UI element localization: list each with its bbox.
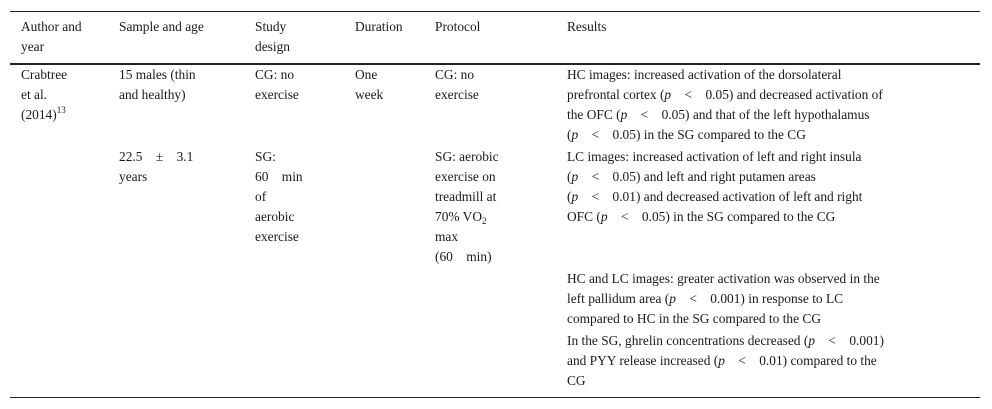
p-value-symbol: p bbox=[808, 333, 816, 348]
p-value-symbol: p bbox=[669, 291, 676, 306]
cell-sample: 15 males (thin and healthy) bbox=[119, 67, 196, 102]
cell-author: Crabtree et al. $(2014)^{13}$ bbox=[21, 65, 111, 125]
cell-design-cg: CG: no exercise bbox=[255, 67, 299, 102]
p-value-symbol: p bbox=[718, 353, 725, 368]
p-value-symbol: p bbox=[664, 87, 672, 102]
header-study-design: Study design bbox=[255, 19, 290, 54]
table-bottom-rule bbox=[10, 397, 980, 398]
cell-results-hc: HC images: increased activation of the dorsolateral prefrontal cortex (p < 0.05) and decreased activation of the OFC (p < 0.05) and that of the left hypothalamus (p < 0.05) in the SG compared to the CG bbox=[567, 67, 883, 142]
cell-protocol-cg: CG: no exercise bbox=[435, 67, 479, 102]
p-value-symbol: p bbox=[571, 127, 579, 142]
cell-design-sg: SG: 60 min of aerobic exercise bbox=[255, 149, 303, 244]
p-value-symbol: p bbox=[600, 209, 608, 224]
header-author-year: Author and year bbox=[21, 19, 82, 54]
cell-age: 22.5 ± 3.1 years bbox=[119, 149, 194, 184]
cell-results-ghrelin: In the SG, ghrelin concentrations decreased (p < 0.001) and PYY release increased (p < 0.01) compared to the CG bbox=[567, 333, 884, 388]
header-duration: Duration bbox=[355, 19, 403, 34]
header-results: Results bbox=[567, 19, 607, 34]
vo2-line: 70% $VO_2$ bbox=[435, 209, 487, 226]
cell-results-lc: LC images: increased activation of left and right insula (p < 0.05) and left and right putamen areas (p < 0.01) and decreased activation of left and right OFC (p < 0.05) in the SG compared to the CG bbox=[567, 149, 863, 224]
p-value-symbol: p bbox=[571, 189, 579, 204]
p-value-symbol: p bbox=[620, 107, 628, 122]
header-protocol: Protocol bbox=[435, 19, 481, 34]
table-top-rule bbox=[10, 11, 980, 12]
reference-superscript: 13 bbox=[56, 105, 66, 115]
study-table bbox=[10, 11, 980, 398]
vo2-subscript: 2 bbox=[482, 216, 487, 226]
header-sample-age: Sample and age bbox=[119, 19, 204, 34]
cell-duration: One week bbox=[355, 67, 384, 102]
cell-protocol-sg: SG: aerobic exercise on treadmill at 70% $VO_2$ max (60 min) bbox=[435, 147, 560, 267]
author-year-line: $(2014)^{13}$ bbox=[21, 105, 66, 122]
cell-results-hc-lc: HC and LC images: greater activation was observed in the left pallidum area (p < 0.001) in response to LC compared to HC in the SG compared to the CG bbox=[567, 271, 880, 326]
p-value-symbol: p bbox=[571, 169, 579, 184]
